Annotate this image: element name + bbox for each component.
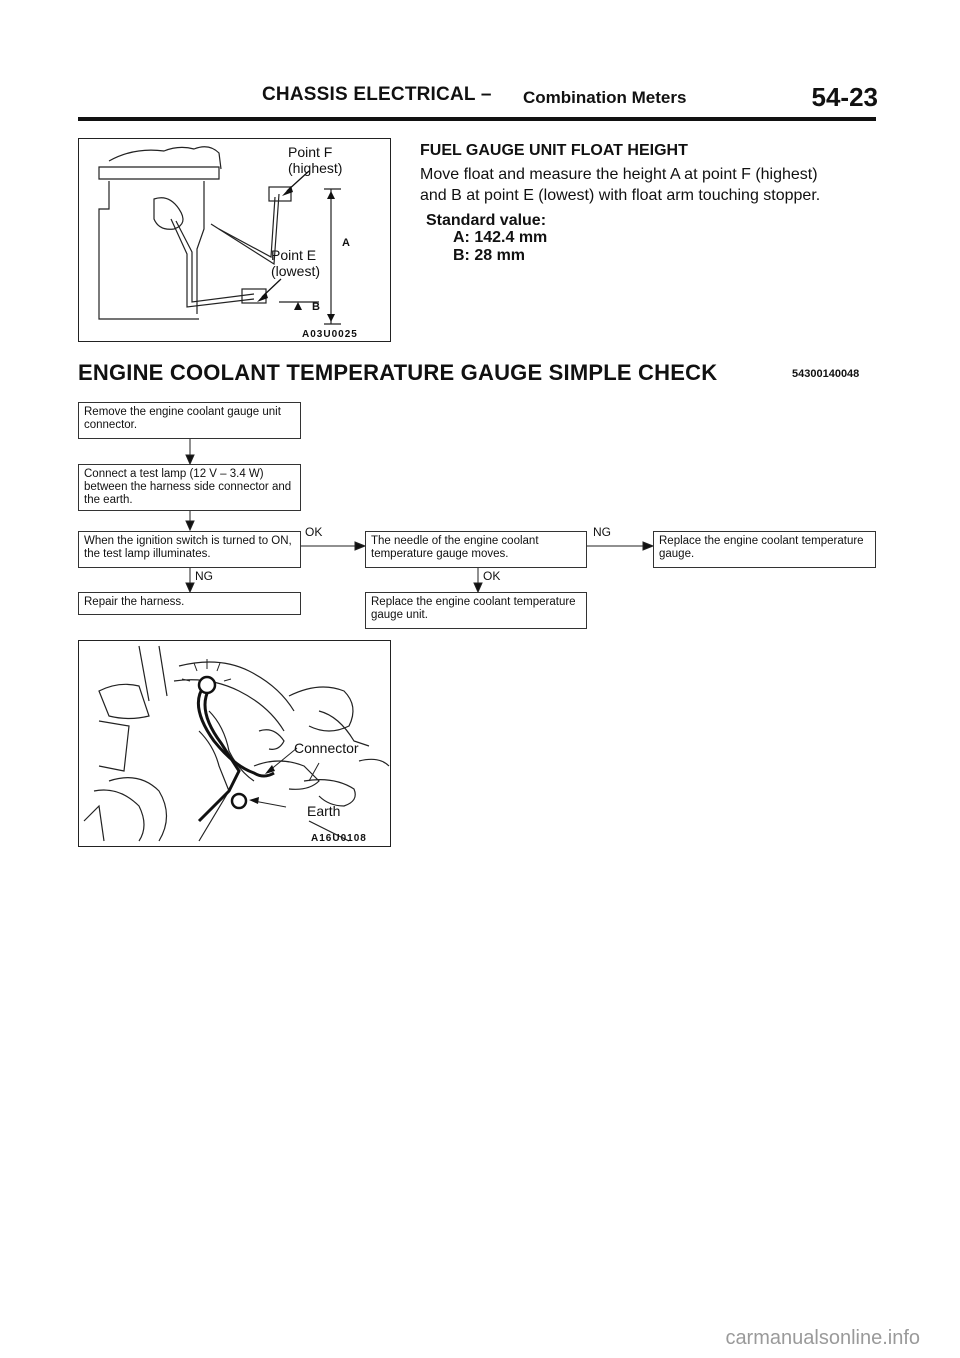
- figure-code: A16U0108: [311, 833, 367, 844]
- coolant-check-code: 54300140048: [792, 368, 860, 380]
- flow-ng-label: NG: [195, 569, 213, 583]
- standard-value-label: Standard value:: [426, 212, 547, 229]
- dimension-b-label: B: [312, 301, 320, 313]
- earth-label: Earth: [307, 803, 341, 819]
- fuel-gauge-heading: FUEL GAUGE UNIT FLOAT HEIGHT: [420, 142, 688, 159]
- watermark: carmanualsonline.info: [725, 1327, 920, 1349]
- connector-earth-figure: [78, 640, 391, 847]
- point-e-label: Point E (lowest): [271, 247, 321, 279]
- figure-code: A03U0025: [302, 329, 358, 340]
- fuel-gauge-instructions: Move float and measure the height A at point F (highest) and B at point E (lowest) with float arm touching stopper.: [420, 166, 821, 204]
- flow-step-ignition-check: When the ignition switch is turned to ON, the test lamp illuminates.: [78, 531, 301, 568]
- flow-step-connect-lamp: Connect a test lamp (12 V – 3.4 W) between the harness side connector and the earth.: [78, 464, 301, 511]
- connector-label: Connector: [294, 740, 359, 756]
- flow-result-replace-unit: Replace the engine coolant temperature gauge unit.: [365, 592, 587, 629]
- flow-result-replace-gauge: Replace the engine coolant temperature gauge.: [653, 531, 876, 568]
- dimension-a-label: A: [342, 237, 350, 249]
- flow-ok-label: OK: [483, 569, 501, 583]
- standard-value-a: A: 142.4 mm: [453, 229, 548, 246]
- coolant-check-heading: ENGINE COOLANT TEMPERATURE GAUGE SIMPLE CHECK: [78, 360, 718, 385]
- section-title: CHASSIS ELECTRICAL –: [262, 84, 492, 105]
- flow-ng-label: NG: [593, 525, 611, 539]
- point-f-label: Point F (highest): [288, 144, 343, 176]
- page-number: 54-23: [811, 82, 878, 112]
- flow-ok-label: OK: [305, 525, 323, 539]
- flow-step-remove-connector: Remove the engine coolant gauge unit connector.: [78, 402, 301, 439]
- standard-value-b: B: 28 mm: [453, 247, 526, 264]
- flow-result-repair-harness: Repair the harness.: [78, 592, 301, 615]
- subsection-title: Combination Meters: [523, 88, 687, 107]
- flow-step-needle-check: The needle of the engine coolant temperature gauge moves.: [365, 531, 587, 568]
